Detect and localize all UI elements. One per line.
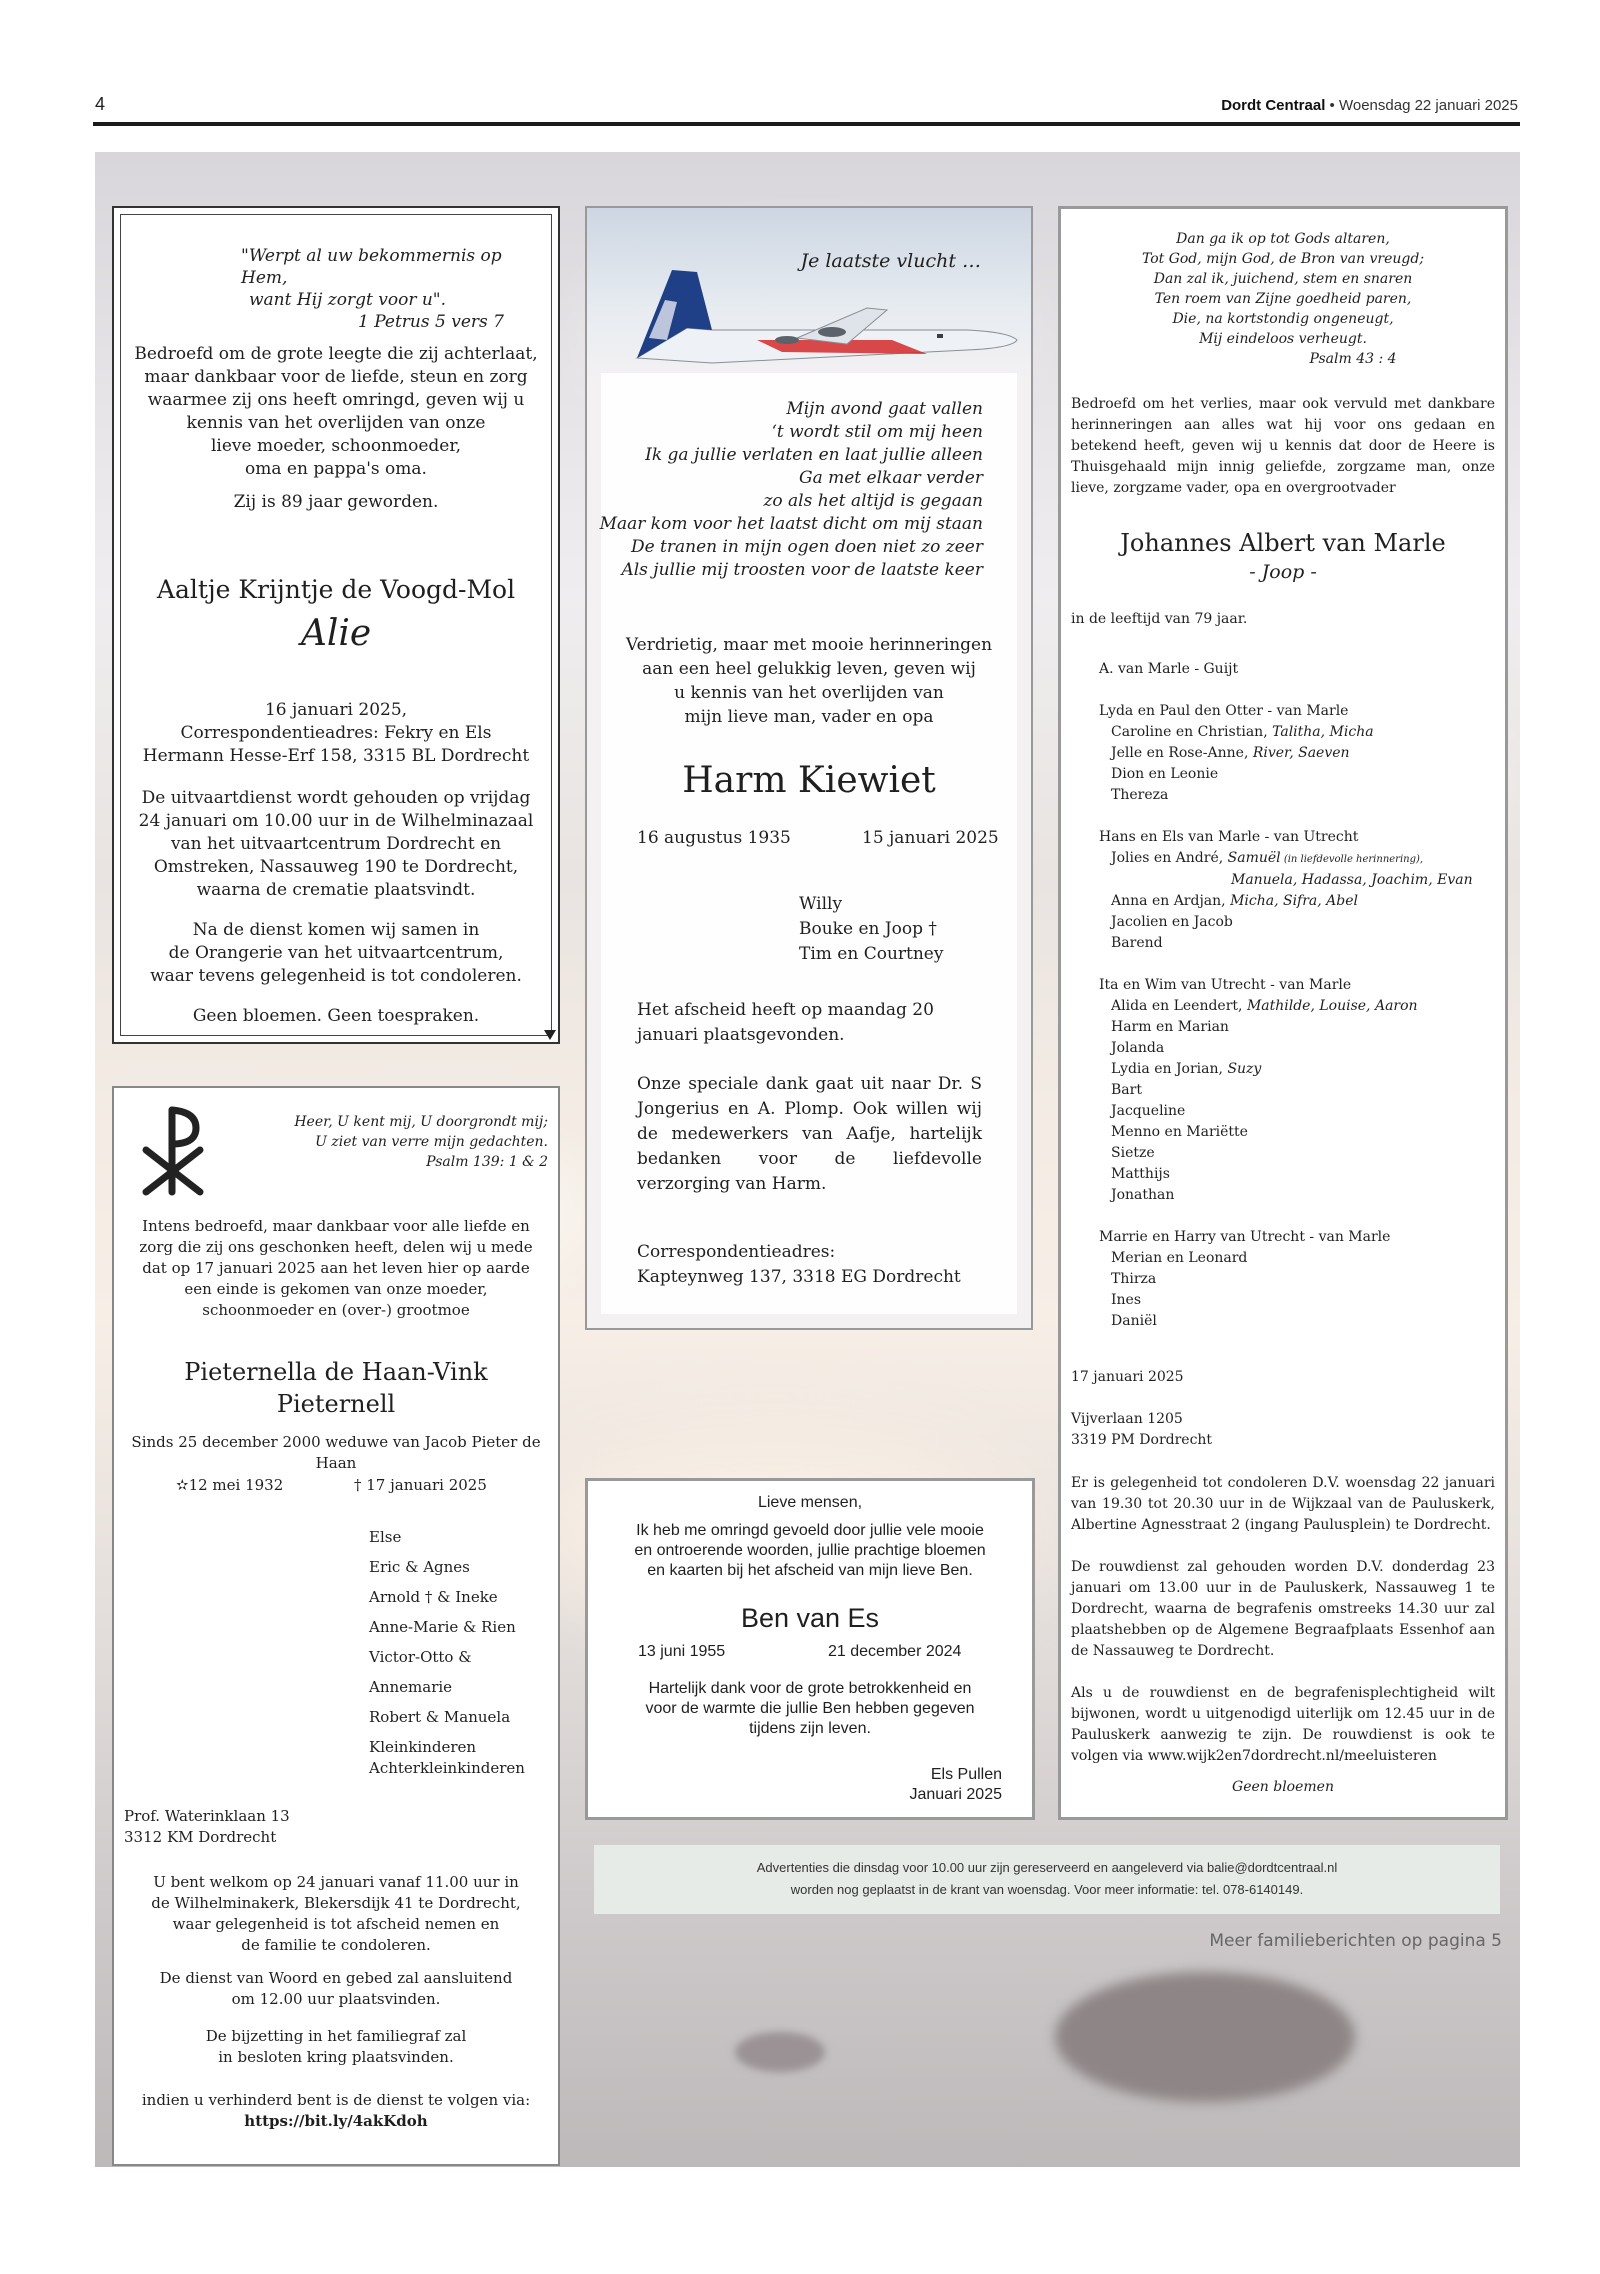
header-rule (93, 122, 1520, 126)
text-line: Hermann Hesse-Erf 158, 3315 BL Dordrecht (142, 746, 530, 766)
more-notices-link: Meer familieberichten op pagina 5 (1209, 1931, 1502, 1951)
stream-link[interactable]: https://bit.ly/4akKdoh (244, 2112, 428, 2130)
info-line: Advertenties die dinsdag voor 10.00 uur zijn gereserveerd en aangeleverd via balie@dordtcentraal.nl (756, 1860, 1338, 1875)
text-line: Prof. Waterinklaan 13 (124, 1807, 290, 1825)
cloud-shape (1055, 1972, 1355, 2102)
death-date: 21 december 2024 (828, 1643, 962, 1660)
family-member: Achterkleinkinderen (369, 1759, 525, 1777)
family-group (1099, 975, 1473, 1206)
family-group-head: Marrie en Harry van Utrecht - van Marle (1099, 1229, 1391, 1245)
signature (909, 1765, 1002, 1805)
text-line: waar tevens gelegenheid is tot condoleren. (150, 966, 522, 986)
text-line: 3319 PM Dordrecht (1071, 1432, 1213, 1448)
text-line: maar dankbaar voor de liefde, steun en zorg (144, 367, 528, 387)
text-line: waarna de crematie plaatsvindt. (196, 880, 476, 900)
quote-line: Mij eindeloos verheugt. (1199, 331, 1367, 347)
service-text: De rouwdienst zal gehouden worden D.V. donderdag 23 januari om 13.00 uur in de Pauluskerk, Nassauweg 1 te Dordrecht, waarna de begrafenis omstreeks 14.30 uur zal plaatshebben op de Algemene Begraafplaats Essenhof aan de Nassauweg te Dordrecht. (1071, 1559, 1495, 1659)
family-group (1099, 701, 1473, 806)
notice-intro (587, 633, 1031, 729)
text-line: in besloten kring plaatsvinden. (218, 2048, 454, 2066)
text-line: waarmee zij ons heeft omringd, geven wij u (147, 390, 525, 410)
member-children: River, Saeven (1252, 745, 1350, 761)
thanks-text: Onze speciale dank gaat uit naar Dr. S Jongerius en A. Plomp. Ook willen wij de medewerkers van Aafje, hartelijk bedanken voor de liefdevolle verzorging van Harm. (637, 1074, 982, 1194)
text-line: een einde is gekomen van onze moeder, (184, 1280, 488, 1298)
text-line: schoonmoeder en (over-) grootmoe (202, 1301, 470, 1319)
family-member (1099, 722, 1473, 743)
quote-line: Heer, U kent mij, U doorgrondt mij; (294, 1114, 548, 1130)
text-line: u kennis van het overlijden van (674, 683, 944, 703)
service-text (124, 1968, 548, 2010)
text-line: voor de warmte die jullie Ben hebben gegeven (645, 1700, 975, 1717)
burial-text (124, 2026, 548, 2068)
triangle-down-icon (544, 1030, 556, 1040)
spouse: A. van Marle - Guijt (1099, 661, 1239, 677)
poem-line: Ik ga jullie verlaten en laat jullie alleen (645, 445, 983, 465)
family-member: Harm en Marian (1111, 1019, 1229, 1035)
bible-quote (241, 245, 541, 333)
notice-inner-border (120, 214, 552, 1036)
after-service-text (131, 919, 541, 988)
text-line: Intens bedroefd, maar dankbaar voor alle liefde en (142, 1217, 530, 1235)
poem-line: Mijn avond gaat vallen (786, 399, 983, 419)
text-line: aan een heel gelukkig leven, geven wij (642, 659, 976, 679)
airplane-image (617, 258, 1027, 388)
quote-reference: 1 Petrus 5 vers 7 (358, 312, 504, 332)
family-member: Eric & Agnes (369, 1558, 470, 1576)
signature-name: Els Pullen (930, 1766, 1002, 1783)
family-member: Jacqueline (1111, 1103, 1186, 1119)
family-member: Barend (1111, 935, 1163, 951)
notice-intro (124, 1216, 548, 1321)
family-group (1099, 1227, 1473, 1332)
family-group-head: Hans en Els van Marle - van Utrecht (1099, 829, 1359, 845)
condolence-text: Er is gelegenheid tot condoleren D.V. woensdag 22 januari van 19.30 tot 20.30 uur in de Wijkzaal van de Pauluskerk, Albertine Agnesstraat 2 (ingang Paulusplein) te Dordrecht. (1071, 1475, 1495, 1533)
home-address (1071, 1409, 1495, 1451)
notice-intro (598, 1521, 1022, 1581)
family-member: Merian en Leonard (1111, 1250, 1248, 1266)
family-member: Jolanda (1111, 1040, 1165, 1056)
text-line: Verdrietig, maar met mooie herinneringen (625, 635, 993, 655)
age-text: in de leeftijd van 79 jaar. (1071, 611, 1248, 627)
memorial-note: (in liefdevolle herinnering), (1280, 854, 1424, 865)
family-member: Tim en Courtney (799, 944, 944, 964)
stream-text: Als u de rouwdienst en de begrafenisplechtigheid wilt bijwonen, wordt u uitgenodigd uiterlijk om 12.45 uur in de Pauluskerk aanwezig te zijn. De rouwdienst is ook te volgen via www.wijk2en7dordrecht.nl/meeluisteren (1071, 1685, 1495, 1764)
text-line: U bent welkom op 24 januari vanaf 11.00 uur in (153, 1873, 519, 1891)
family-group-head: Ita en Wim van Utrecht - van Marle (1099, 977, 1352, 993)
family-list (1099, 659, 1473, 1353)
deceased-nickname: - Joop - (1249, 561, 1317, 583)
closing-text: Geen bloemen. Geen toespraken. (192, 1006, 480, 1026)
family-member: Robert & Manuela (369, 1708, 511, 1726)
text-line: Bedroefd om de grote leegte die zij achterlaat, (134, 344, 538, 364)
text-line: en kaarten bij het afscheid van mijn lieve Ben. (647, 1562, 973, 1579)
text-line: De bijzetting in het familiegraf zal (205, 2027, 467, 2045)
text-line: tijdens zijn leven. (749, 1720, 871, 1737)
text-line: Omstreken, Nassauweg 190 te Dordrecht, (153, 857, 519, 877)
masthead-separator: • (1325, 97, 1339, 114)
family-list (799, 892, 943, 967)
text-line: 24 januari om 10.00 uur in de Wilhelminazaal (138, 811, 534, 831)
family-member: Ines (1111, 1292, 1142, 1308)
family-member: Jacolien en Jacob (1111, 914, 1233, 930)
quote-line: U ziet van verre mijn gedachten. (315, 1134, 548, 1150)
member-names: Caroline en Christian, (1111, 724, 1273, 740)
member-children: Talitha, Micha (1272, 724, 1374, 740)
member-names: Jolies en André, (1111, 850, 1228, 866)
family-group (1099, 827, 1473, 954)
signature-date: Januari 2025 (909, 1786, 1002, 1803)
family-member: Jonathan (1111, 1187, 1175, 1203)
masthead (1221, 97, 1518, 114)
text-line: Vijverlaan 1205 (1071, 1411, 1183, 1427)
grandchildren (369, 1737, 558, 1779)
notice-van-es (585, 1478, 1035, 1820)
quote-line: "Werpt al uw bekommernis op Hem, (241, 246, 502, 288)
text-line: De uitvaartdienst wordt gehouden op vrijdag (141, 788, 531, 808)
family-list (369, 1522, 558, 1779)
deceased-name: Ben van Es (740, 1603, 880, 1633)
quote-line: Ten roem van Zijne goedheid paren, (1154, 291, 1412, 307)
family-member (1099, 743, 1473, 764)
notice-details (131, 699, 541, 768)
publication-name: Dordt Centraal (1221, 97, 1326, 114)
notice-intro: Bedroefd om het verlies, maar ook vervuld met dankbare herinneringen aan alles wat hij voor ons gedaan en betekend heeft, geven wij u kennis dat door de Heere is Thuisgehaald mijn innig geliefde, zorgzame man, onze lieve, zorgzame vader, opa en overgrootvader (1071, 396, 1495, 496)
text-line: dat op 17 januari 2025 aan het leven hier op aarde (142, 1259, 530, 1277)
quote-line: want Hij zorgt voor u". (249, 290, 447, 310)
stream-text: indien u verhinderd bent is de dienst te volgen via: (141, 2091, 531, 2109)
death-date: † 17 januari 2025 (354, 1476, 487, 1494)
family-member: Anne-Marie & Rien (369, 1618, 516, 1636)
family-member (1099, 996, 1473, 1017)
greeting: Lieve mensen, (757, 1494, 863, 1511)
quote-line: Tot God, mijn God, de Bron van vreugd; (1141, 251, 1425, 267)
quote-line: Dan ga ik op tot Gods altaren, (1176, 231, 1390, 247)
home-address (124, 1806, 290, 1848)
family-member: Victor-Otto & Annemarie (369, 1648, 472, 1696)
text-line: De dienst van Woord en gebed zal aansluitend (159, 1969, 513, 1987)
family-member: Thirza (1111, 1271, 1157, 1287)
cloud-shape (735, 2032, 825, 2072)
text-line: de Orangerie van het uitvaartcentrum, (168, 943, 504, 963)
text-line: waar gelegenheid is tot afscheid nemen en (172, 1915, 500, 1933)
deceased-name: Pieternella de Haan-Vink (184, 1358, 488, 1386)
text-line: van het uitvaartcentrum Dordrecht en (170, 834, 502, 854)
service-text (131, 787, 541, 902)
family-group-head: Lyda en Paul den Otter - van Marle (1099, 703, 1349, 719)
deceased-nickname: Alie (300, 613, 372, 654)
page-number: 4 (95, 94, 106, 114)
family-member: Bart (1111, 1082, 1142, 1098)
widow-text: Sinds 25 december 2000 weduwe van Jacob Pieter de Haan (131, 1433, 541, 1472)
poem-line: De tranen in mijn ogen doen niet zo zeer (630, 537, 983, 557)
deceased-nickname: Pieternell (276, 1390, 396, 1418)
text-line: de familie te condoleren. (241, 1936, 431, 1954)
notice-title: Je laatste vlucht … (800, 250, 981, 272)
text-line: lieve moeder, schoonmoeder, (210, 436, 462, 456)
birth-date: 13 juni 1955 (638, 1643, 726, 1660)
poem-line: ‘t wordt stil om mij heen (771, 422, 983, 442)
family-member (1099, 848, 1473, 870)
text-line: Hartelijk dank voor de grote betrokkenheid en (648, 1680, 972, 1697)
text-line: de Wilhelminakerk, Blekersdijk 41 te Dordrecht, (151, 1894, 521, 1912)
quote-reference: Psalm 43 : 4 (1309, 351, 1397, 367)
text-line: om 12.00 uur plaatsvinden. (231, 1990, 441, 2008)
quote-reference: Psalm 139: 1 & 2 (426, 1154, 548, 1170)
member-children: Micha, Sifra, Abel (1230, 893, 1359, 909)
text-line: kennis van het overlijden van onze (186, 413, 486, 433)
family-member: Sietze (1111, 1145, 1155, 1161)
correspondence-label: Correspondentieadres: (637, 1242, 836, 1262)
psalm-quote (268, 1112, 548, 1172)
family-member: Bouke en Joop † (799, 919, 937, 939)
info-line: worden nog geplaatst in de krant van woensdag. Voor meer informatie: tel. 078-6140149. (790, 1882, 1304, 1897)
member-names: Anna en Ardjan, (1111, 893, 1231, 909)
text-line: Correspondentieadres: Fekry en Els (180, 723, 492, 743)
notice-de-voogd-mol (112, 206, 560, 1044)
deceased-name: Aaltje Krijntje de Voogd-Mol (156, 575, 516, 604)
deceased-name: Johannes Albert van Marle (1120, 529, 1446, 557)
poem-line: Ga met elkaar verder (799, 468, 983, 488)
member-children: Mathilde, Louise, Aaron (1246, 998, 1418, 1014)
text-line: en ontroerende woorden, jullie prachtige bloemen (634, 1542, 986, 1559)
poem-line: Als jullie mij troosten voor de laatste keer (621, 560, 983, 580)
publication-date: Woensdag 22 januari 2025 (1338, 97, 1518, 114)
thanks-text (598, 1679, 1022, 1739)
family-member: Dion en Leonie (1111, 766, 1219, 782)
text-line: oma en pappa's oma. (245, 459, 427, 479)
poem-line: zo als het altijd is gegaan (763, 491, 983, 511)
member-children: Manuela, Hadassa, Joachim, Evan (1231, 872, 1473, 888)
text-line: Ik heb me omringd gevoeld door jullie vele mooie (636, 1522, 984, 1539)
family-member: Kleinkinderen (369, 1738, 477, 1756)
family-member: Else (369, 1528, 402, 1546)
correspondence-address: Kapteynweg 137, 3318 EG Dordrecht (637, 1267, 961, 1287)
text-line: mijn lieve man, vader en opa (684, 707, 934, 727)
birth-date: ✫12 mei 1932 (176, 1476, 284, 1494)
death-date: 15 januari 2025 (862, 828, 999, 848)
notice-van-marle (1058, 206, 1508, 1820)
poem (600, 398, 983, 582)
text-line: Na de dienst komen wij samen in (192, 920, 480, 940)
family-member: Thereza (1111, 787, 1169, 803)
member-children: Suzy (1227, 1061, 1262, 1077)
psalm-quote (1061, 229, 1505, 369)
age-text: Zij is 89 jaar geworden. (233, 492, 439, 512)
chi-rho-icon (134, 1100, 214, 1200)
family-member: Daniël (1111, 1313, 1157, 1329)
notice-de-haan-vink (112, 1086, 560, 2166)
family-member: Willy (799, 894, 843, 914)
welcome-text (124, 1872, 548, 1956)
family-member (1099, 891, 1473, 912)
member-names: Alida en Leendert, (1111, 998, 1247, 1014)
farewell-text: Het afscheid heeft op maandag 20 januari plaatsgevonden. (637, 1000, 934, 1045)
family-member: Matthijs (1111, 1166, 1170, 1182)
text-line: 3312 KM Dordrecht (124, 1828, 277, 1846)
birth-date: 16 augustus 1935 (637, 828, 791, 848)
text-line: 16 januari 2025, (264, 700, 408, 720)
text-line: zorg die zij ons geschonken heeft, delen wij u mede (139, 1238, 533, 1256)
advertising-info-box (594, 1845, 1500, 1914)
closing-text: Geen bloemen (1232, 1779, 1334, 1795)
quote-line: Dan zal ik, juichend, stem en snaren (1153, 271, 1413, 287)
family-member: Menno en Mariëtte (1111, 1124, 1248, 1140)
deceased-name-block (114, 1356, 558, 1420)
member-children: Samuël (1227, 850, 1281, 866)
member-names: Lydia en Jorian, (1111, 1061, 1228, 1077)
notice-kiewiet (585, 206, 1033, 1330)
notice-date: 17 januari 2025 (1071, 1369, 1184, 1385)
family-member: Arnold † & Ineke (369, 1588, 498, 1606)
family-member (1099, 1059, 1473, 1080)
notice-intro (131, 343, 541, 481)
quote-line: Die, na kortstondig ongeneugt, (1172, 311, 1394, 327)
member-names: Jelle en Rose-Anne, (1111, 745, 1253, 761)
deceased-name: Harm Kiewiet (682, 760, 936, 801)
poem-line: Maar kom voor het laatst dicht om mij staan (599, 514, 983, 534)
